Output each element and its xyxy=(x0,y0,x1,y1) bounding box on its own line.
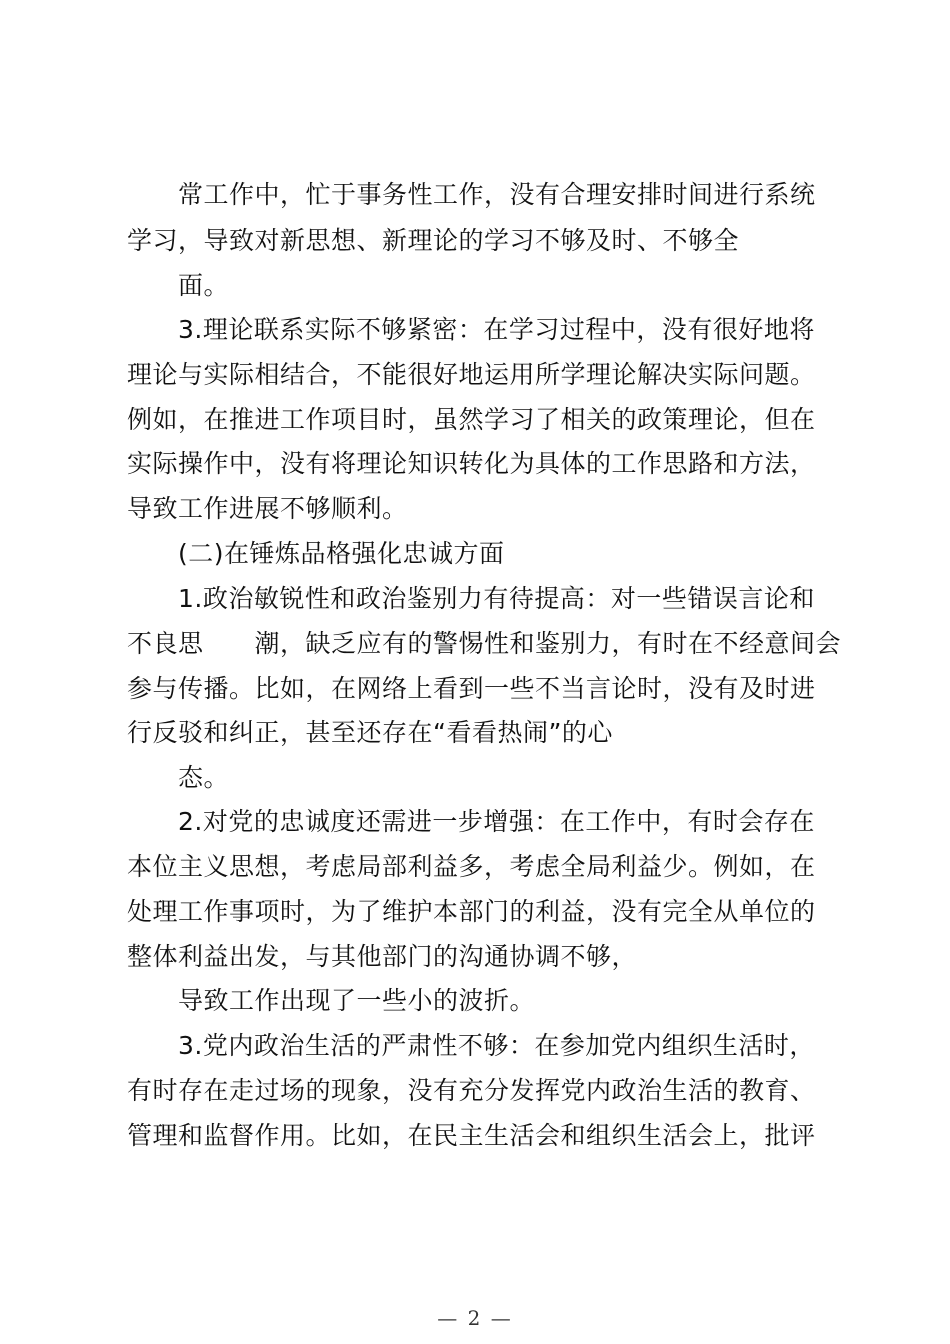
text-line-5: 理论与实际相结合，不能很好地运用所学理论解决实际问题。 xyxy=(127,360,816,389)
text-line-8: 导致工作进展不够顺利。 xyxy=(127,494,408,523)
text-line-16: 本位主义思想，考虑局部利益多，考虑全局利益少。例如，在 xyxy=(127,852,816,881)
text-line-11: 不良思 潮，缺乏应有的警惕性和鉴别力，有时在不经意间会 xyxy=(127,629,842,658)
text-line-1: 常工作中，忙于事务性工作，没有合理安排时间进行系统 xyxy=(178,180,816,209)
text-line-18: 整体利益出发，与其他部门的沟通协调不够， xyxy=(127,942,638,971)
text-line-10: 1.政治敏锐性和政治鉴别力有待提高：对一些错误言论和 xyxy=(178,584,815,613)
text-line-21: 有时存在走过场的现象，没有充分发挥党内政治生活的教育、 xyxy=(127,1076,816,1105)
text-line-19: 导致工作出现了一些小的波折。 xyxy=(178,986,536,1015)
text-line-6: 例如，在推进工作项目时，虽然学习了相关的政策理论，但在 xyxy=(127,405,816,434)
text-line-22: 管理和监督作用。比如，在民主生活会和组织生活会上，批评 xyxy=(127,1121,816,1150)
text-line-3: 面。 xyxy=(178,271,230,300)
text-line-4: 3.理论联系实际不够紧密：在学习过程中，没有很好地将 xyxy=(178,315,815,344)
text-line-17: 处理工作事项时，为了维护本部门的利益，没有完全从单位的 xyxy=(127,897,816,926)
text-line-20: 3.党内政治生活的严肃性不够：在参加党内组织生活时， xyxy=(178,1031,815,1060)
section-heading: (二)在锤炼品格强化忠诚方面 xyxy=(178,539,505,568)
text-line-2: 学习，导致对新思想、新理论的学习不够及时、不够全 xyxy=(127,226,740,255)
text-line-7: 实际操作中，没有将理论知识转化为具体的工作思路和方法， xyxy=(127,449,816,478)
text-line-13: 行反驳和纠正，甚至还存在“看看热闹”的心 xyxy=(127,718,613,747)
text-line-15: 2.对党的忠诚度还需进一步增强：在工作中，有时会存在 xyxy=(178,807,815,836)
page-number: — 2 — xyxy=(437,1306,513,1330)
text-line-12: 参与传播。比如，在网络上看到一些不当言论时，没有及时进 xyxy=(127,674,816,703)
text-line-14: 态。 xyxy=(178,763,230,792)
